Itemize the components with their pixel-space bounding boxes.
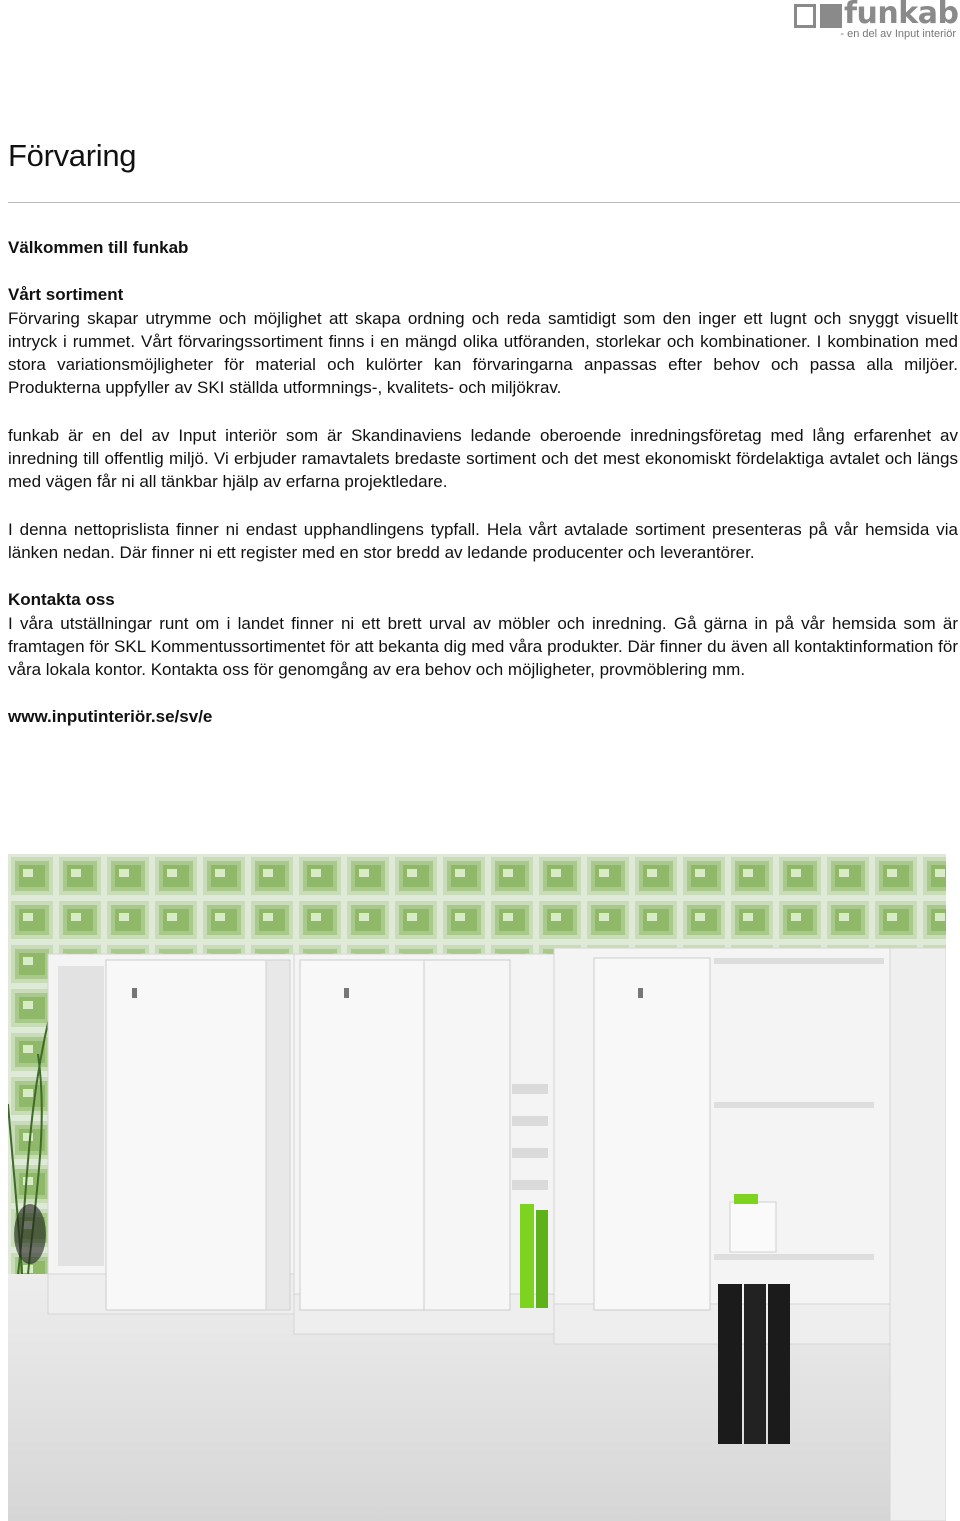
sortiment-paragraph-1: Förvaring skapar utrymme och möjlighet att skapa ordning och reda samtidigt som den inger ett lugnt och snyggt visuellt intryck i rummet. Vårt förvaringssortiment finns i en mängd olika utföranden, storlekar och kombinationer. I kombination med stora variationsmöjligheter för material och kulörter kan förvaringarna anpassas efter behov och passa alla miljöer. Produkterna uppfyller av SKI ställda utformnings-, kvalitets- och miljökrav. (8, 308, 958, 398)
title-divider (8, 202, 960, 203)
storage-cabinets-photo (8, 854, 946, 1521)
logo-wordmark: funkab (844, 0, 959, 31)
sortiment-heading: Vårt sortiment (8, 285, 124, 305)
website-link[interactable]: www.inputinteriör.se/sv/e (8, 707, 213, 727)
sortiment-paragraph-3: I denna nettoprislista finner ni endast upphandlingens typfall. Hela vårt avtalade sortiment presenteras på vår hemsida via länken nedan. Där finner ni ett register med en stor bredd av ledande producenter och leverantörer. (8, 519, 958, 562)
page-title: Förvaring (8, 138, 137, 173)
contact-heading: Kontakta oss (8, 590, 115, 610)
document-body (8, 236, 958, 729)
sortiment-paragraph-2: funkab är en del av Input interiör som är Skandinaviens ledande oberoende inredningsföretag med lång erfarenhet av inredning till offentlig miljö. Vi erbjuder ramavtalets bredaste sortiment och det mest ekonomiskt fördelaktiga avtalet och längs med vägen får ni all tänkbar hjälp av erfarna projektledare. (8, 425, 958, 492)
funkab-logo (794, 0, 959, 40)
logo-tagline: - en del av Input interiör (840, 28, 956, 40)
logo-mark-icon (794, 4, 846, 28)
contact-paragraph: I våra utställningar runt om i landet finner ni ett brett urval av möbler och inredning. Gå gärna in på vår hemsida som är framtagen för SKL Kommentussortimentet för att bekanta dig med våra produkter. Där finner du även all kontaktinformation för våra lokala kontor. Kontakta oss för genomgång av era behov och möjligheter, provmöblering mm. (8, 613, 958, 680)
welcome-heading: Välkommen till funkab (8, 238, 189, 257)
